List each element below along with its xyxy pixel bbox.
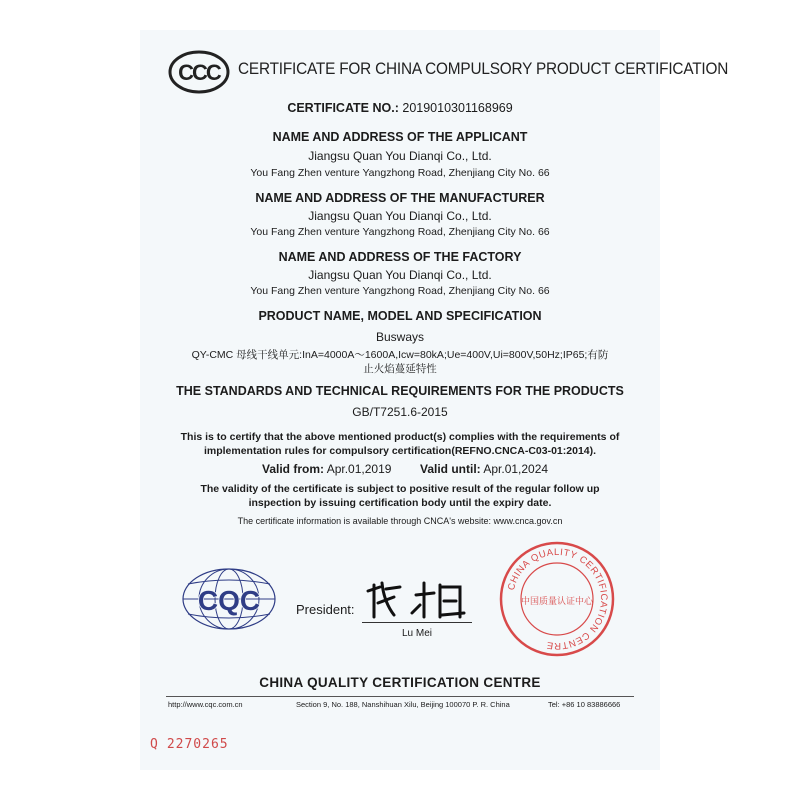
president-label: President: bbox=[296, 602, 355, 617]
president-name: Lu Mei bbox=[401, 628, 432, 639]
standards-value: GB/T7251.6-2015 bbox=[352, 405, 448, 419]
factory-name: Jiangsu Quan You Dianqi Co., Ltd. bbox=[308, 268, 492, 282]
product-name: Busways bbox=[375, 330, 425, 344]
certify-line1: This is to certify that the above mentioned product(s) complies with the requirements of bbox=[180, 431, 620, 443]
notice-line2: inspection by issuing certification body until the expiry date. bbox=[248, 497, 552, 509]
cqc-logo-icon bbox=[180, 566, 278, 632]
standards-heading: THE STANDARDS AND TECHNICAL REQUIREMENTS FOR THE PRODUCTS bbox=[176, 384, 624, 398]
seal-inner-text: 中国质量认证中心 bbox=[520, 597, 594, 607]
certificate-number-label: CERTIFICATE NO.: bbox=[287, 101, 399, 115]
notice-line1: The validity of the certificate is subject to positive result of the regular follow up bbox=[200, 483, 600, 495]
valid-from bbox=[262, 462, 391, 476]
issuing-centre-name: CHINA QUALITY CERTIFICATION CENTRE bbox=[259, 675, 541, 690]
manufacturer-name: Jiangsu Quan You Dianqi Co., Ltd. bbox=[308, 209, 492, 223]
serial-prefix: Q bbox=[150, 737, 159, 752]
footer-website: http://www.cqc.com.cn bbox=[168, 700, 243, 709]
manufacturer-heading: NAME AND ADDRESS OF THE MANUFACTURER bbox=[255, 191, 545, 205]
notice-info: The certificate information is available through CNCA's website: www.cnca.gov.cn bbox=[237, 516, 563, 526]
serial-value: 2270265 bbox=[166, 737, 229, 752]
certificate-number bbox=[140, 101, 660, 115]
ccc-logo-text: CCC bbox=[178, 60, 220, 85]
applicant-name: Jiangsu Quan You Dianqi Co., Ltd. bbox=[308, 149, 492, 163]
valid-until bbox=[420, 462, 548, 476]
product-spec-line1: QY-CMC 母线干线单元:InA=4000A～1600A,Icw=80kA;Ue=400V,Ui=800V,50Hz;IP65;有防 bbox=[191, 349, 609, 361]
applicant-heading: NAME AND ADDRESS OF THE APPLICANT bbox=[272, 130, 528, 144]
serial-number bbox=[150, 737, 229, 752]
ccc-logo-icon bbox=[168, 50, 230, 94]
valid-from-value: Apr.01,2019 bbox=[326, 462, 392, 476]
product-heading: PRODUCT NAME, MODEL AND SPECIFICATION bbox=[258, 309, 542, 323]
applicant-address: You Fang Zhen venture Yangzhong Road, Zhenjiang City No. 66 bbox=[250, 167, 550, 179]
certificate-number-value: 2019010301168969 bbox=[402, 101, 513, 115]
signature-line bbox=[362, 622, 472, 623]
certificate-title: CERTIFICATE FOR CHINA COMPULSORY PRODUCT CERTIFICATION bbox=[238, 60, 729, 78]
footer-tel: Tel: +86 10 83886666 bbox=[548, 700, 621, 709]
product-spec-line2: 止火焰蔓延特性 bbox=[363, 363, 437, 375]
factory-address: You Fang Zhen venture Yangzhong Road, Zhenjiang City No. 66 bbox=[250, 285, 550, 297]
cqc-seal-icon bbox=[498, 540, 616, 658]
footer-divider bbox=[166, 696, 634, 697]
valid-until-value: Apr.01,2024 bbox=[483, 462, 549, 476]
factory-heading: NAME AND ADDRESS OF THE FACTORY bbox=[278, 250, 522, 264]
cqc-logo-text: CQC bbox=[197, 585, 261, 616]
valid-until-label: Valid until: bbox=[420, 462, 481, 476]
footer-address: Section 9, No. 188, Nanshihuan Xilu, Beijing 100070 P. R. China bbox=[296, 700, 510, 709]
president-signature-icon bbox=[364, 577, 474, 622]
manufacturer-address: You Fang Zhen venture Yangzhong Road, Zhenjiang City No. 66 bbox=[250, 226, 550, 238]
seal-text: CHINA QUALITY CERTIFICATION CENTRE bbox=[505, 546, 610, 652]
certify-line2: implementation rules for compulsory certification(REFNO.CNCA-C03-01:2014). bbox=[203, 445, 597, 457]
valid-from-label: Valid from: bbox=[262, 462, 325, 476]
